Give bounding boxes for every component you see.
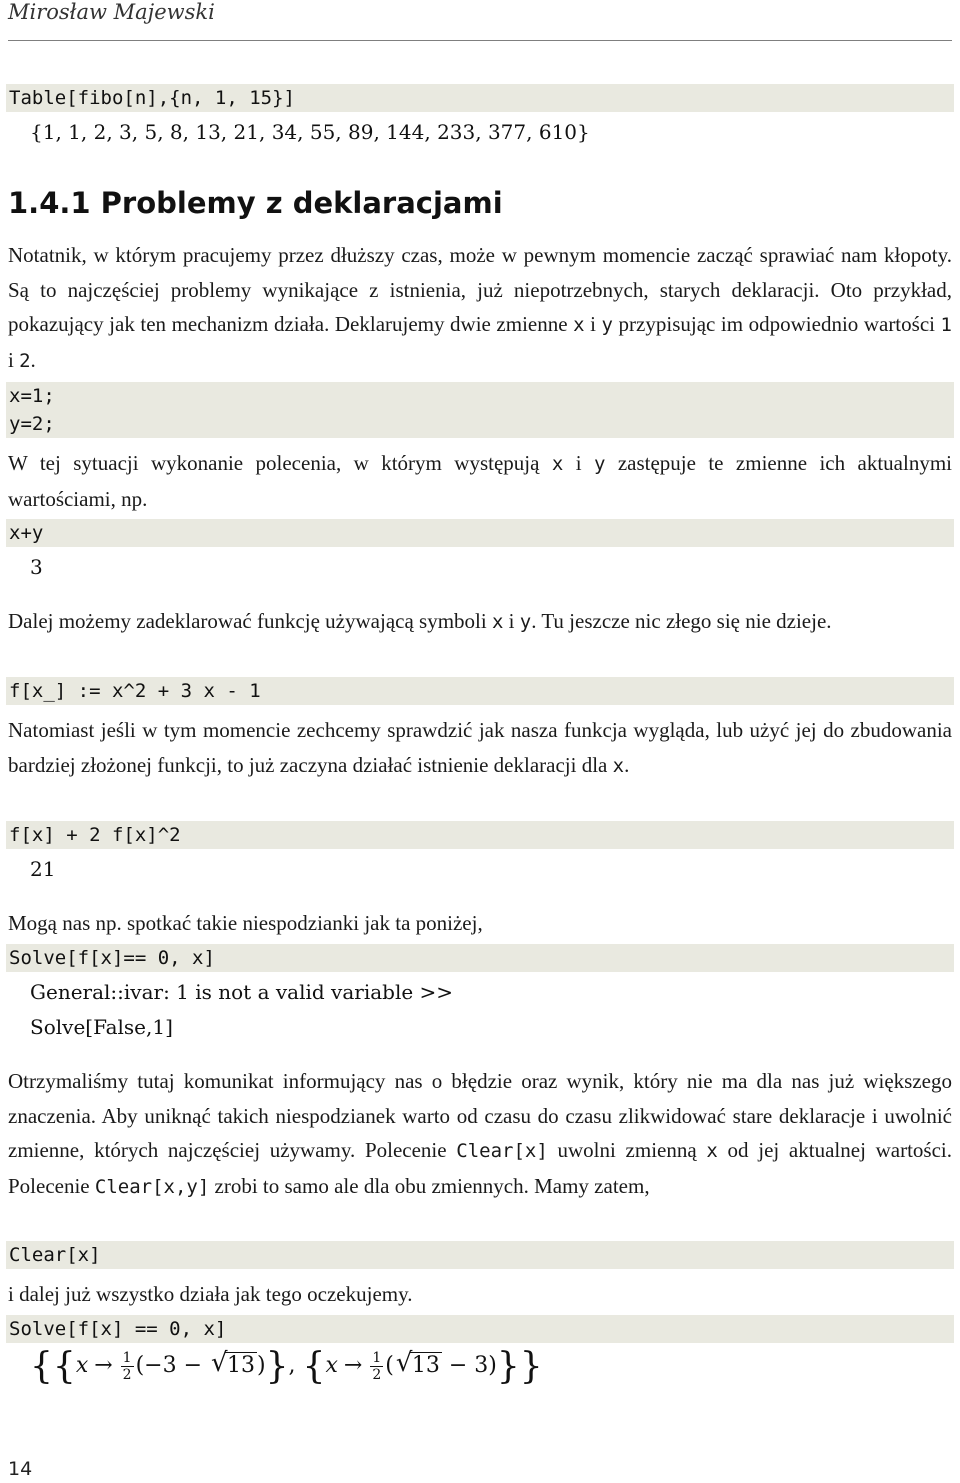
output-sum: 3 — [30, 555, 43, 579]
output-solve-false: Solve[False,1] — [30, 1015, 173, 1039]
running-header: Mirosław Majewski — [8, 0, 215, 24]
section-heading: 1.4.1 Problemy z deklaracjami — [8, 186, 503, 220]
paragraph-function: Dalej możemy zadeklarować funkcję używającą symboli x i y. Tu jeszcze nic złego się nie dzieje. — [8, 609, 832, 633]
sqrt-13-2: √ 13 — [395, 1348, 440, 1378]
fraction-half-1: $\frac{1}{2}$ — [122, 1349, 132, 1383]
input-cell-table[interactable]: Table[fibo[n],{n, 1, 15}] — [6, 84, 954, 112]
input-cell-clear[interactable]: Clear[x] — [6, 1241, 954, 1269]
input-cell-solve-1[interactable]: Solve[f[x]== 0, x] — [6, 944, 954, 972]
input-cell-solve-2[interactable]: Solve[f[x] == 0, x] — [6, 1315, 954, 1343]
input-cell-fdef[interactable]: f[x_] := x^2 + 3 x - 1 — [6, 677, 954, 705]
paragraph-substitution: W tej sytuacji wykonanie polecenia, w którym występują x i y zastępuje te zmienne ich aktualnymi wartościami, np. — [8, 451, 952, 511]
output-solution: {{x → $\frac{1}{2}$ (−3 − √ 13)}, {x → $\frac{1}{2}$ ( √ 13 − 3)}} — [30, 1346, 543, 1387]
page-number: 14 — [8, 1458, 33, 1480]
fraction-half-2: $\frac{1}{2}$ — [372, 1349, 382, 1383]
input-cell-assign[interactable]: x=1; y=2; — [6, 382, 954, 438]
output-fibonacci: {1, 1, 2, 3, 5, 8, 13, 21, 34, 55, 89, 144, 233, 377, 610} — [30, 120, 590, 144]
output-fexpr: 21 — [30, 857, 56, 881]
output-error-message: General::ivar: 1 is not a valid variable >> — [30, 980, 454, 1004]
paragraph-surprise: Mogą nas np. spotkać takie niespodzianki jak ta poniżej, — [8, 911, 483, 935]
header-rule — [8, 40, 952, 41]
paragraph-clear: Otrzymaliśmy tutaj komunikat informujący nas o błędzie oraz wynik, który nie ma dla nas już większego znaczenia. Aby uniknąć takich niespodzianek warto od czasu do czasu zlikwidować stare deklaracje i uwolnić zmienne, których najczęściej używamy. Polecenie Clear[x] uwolni zmienną x od jej aktualnej wartości. Polecenie Clear[x,y] zrobi to samo ale dla obu zmiennych. Mamy zatem, — [8, 1069, 952, 1198]
input-cell-sum[interactable]: x+y — [6, 519, 954, 547]
paragraph-intro: Notatnik, w którym pracujemy przez dłuższy czas, może w pewnym momencie zacząć sprawiać nam kłopoty. Są to najczęściej problemy wynikające z istnienia, już niepotrzebnych, starych deklaracji. Oto przykład, pokazujący jak ten mechanizm działa. Deklarujemy dwie zmienne x i y przypisując im odpowiednio wartości 1 i 2. — [8, 243, 952, 372]
input-cell-fexpr[interactable]: f[x] + 2 f[x]^2 — [6, 821, 954, 849]
paragraph-works: i dalej już wszystko działa jak tego oczekujemy. — [8, 1282, 413, 1306]
paragraph-problem: Natomiast jeśli w tym momencie zechcemy sprawdzić jak nasza funkcja wygląda, lub użyć jej do zbudowania bardziej złożonej funkcji, to już zaczyna działać istnienie deklaracji dla x. — [8, 718, 952, 777]
sqrt-13-1: √ 13 — [211, 1348, 256, 1378]
